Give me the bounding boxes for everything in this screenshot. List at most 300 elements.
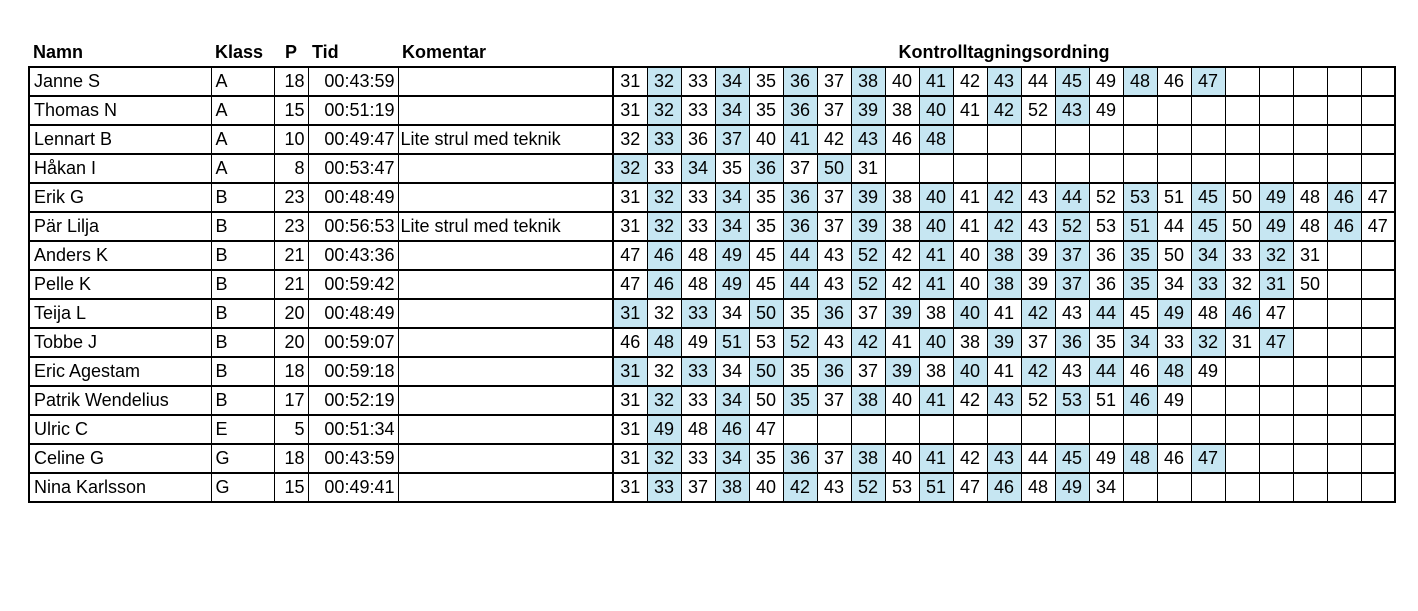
- runner-time: 00:49:47: [308, 125, 398, 154]
- empty-control-cell: [1361, 67, 1395, 96]
- control-cell: 50: [749, 357, 783, 386]
- control-cell: 33: [647, 125, 681, 154]
- runner-time: 00:59:18: [308, 357, 398, 386]
- control-cell: 40: [919, 328, 953, 357]
- control-cell: 40: [919, 212, 953, 241]
- table-row: [29, 212, 1395, 241]
- control-cell: 46: [613, 328, 647, 357]
- empty-control-cell: [1327, 270, 1361, 299]
- runner-name: Thomas N: [29, 96, 211, 125]
- empty-control-cell: [1361, 415, 1395, 444]
- control-cell: 32: [647, 357, 681, 386]
- control-cell: 32: [647, 67, 681, 96]
- control-cell: 53: [1089, 212, 1123, 241]
- spacer-cell: [594, 154, 613, 183]
- runner-points: 18: [274, 357, 308, 386]
- control-cell: 48: [1293, 183, 1327, 212]
- control-cell: 52: [851, 473, 885, 502]
- control-cell: 44: [1089, 357, 1123, 386]
- runner-class: B: [211, 299, 274, 328]
- control-cell: 52: [851, 270, 885, 299]
- control-cell: 34: [715, 386, 749, 415]
- control-cell: 43: [987, 386, 1021, 415]
- control-cell: 40: [749, 125, 783, 154]
- runner-comment: [398, 96, 594, 125]
- table-row: [29, 328, 1395, 357]
- runner-time: 00:51:34: [308, 415, 398, 444]
- control-cell: 42: [953, 67, 987, 96]
- runner-time: 00:59:42: [308, 270, 398, 299]
- control-cell: 50: [1293, 270, 1327, 299]
- control-cell: 41: [987, 299, 1021, 328]
- runner-points: 23: [274, 183, 308, 212]
- runner-comment: Lite strul med teknik: [400, 216, 561, 236]
- empty-control-cell: [1191, 415, 1225, 444]
- runner-class: B: [211, 270, 274, 299]
- header-gap: [594, 38, 613, 67]
- control-cell: 36: [783, 444, 817, 473]
- control-cell: 46: [885, 125, 919, 154]
- spacer-cell: [594, 212, 613, 241]
- control-cell: 42: [987, 212, 1021, 241]
- control-cell: 31: [613, 415, 647, 444]
- control-cell: 35: [783, 386, 817, 415]
- control-cell: 48: [1191, 299, 1225, 328]
- control-cell: 38: [715, 473, 749, 502]
- control-cell: 40: [885, 444, 919, 473]
- control-cell: 49: [1089, 96, 1123, 125]
- control-cell: 40: [885, 67, 919, 96]
- control-cell: 46: [1157, 67, 1191, 96]
- spacer-cell: [594, 270, 613, 299]
- table-row: [29, 415, 1395, 444]
- header-points: P: [284, 41, 297, 62]
- spacer-cell: [594, 96, 613, 125]
- control-cell: 40: [919, 96, 953, 125]
- empty-control-cell: [1123, 154, 1157, 183]
- control-cell: 49: [1191, 357, 1225, 386]
- control-cell: 31: [613, 473, 647, 502]
- control-cell: 40: [885, 386, 919, 415]
- runner-comment: [398, 154, 594, 183]
- spacer-cell: [594, 386, 613, 415]
- empty-control-cell: [1225, 125, 1259, 154]
- control-cell: 48: [681, 241, 715, 270]
- spacer-cell: [594, 444, 613, 473]
- empty-control-cell: [1157, 125, 1191, 154]
- control-cell: 50: [749, 386, 783, 415]
- empty-control-cell: [1259, 125, 1293, 154]
- control-cell: 53: [749, 328, 783, 357]
- runner-class: G: [211, 444, 274, 473]
- empty-control-cell: [1191, 125, 1225, 154]
- control-cell: 49: [1157, 299, 1191, 328]
- control-cell: 48: [1123, 444, 1157, 473]
- control-cell: 35: [783, 299, 817, 328]
- control-cell: 37: [817, 444, 851, 473]
- control-cell: 37: [715, 125, 749, 154]
- control-cell: 36: [1055, 328, 1089, 357]
- control-cell: 34: [715, 67, 749, 96]
- runner-comment: [398, 473, 594, 502]
- runner-class: B: [211, 212, 274, 241]
- runner-name: Lennart B: [29, 125, 211, 154]
- runner-class: B: [211, 386, 274, 415]
- control-cell: 42: [987, 183, 1021, 212]
- control-cell: 50: [1157, 241, 1191, 270]
- empty-control-cell: [1361, 444, 1395, 473]
- control-cell: 42: [817, 125, 851, 154]
- table-row: [29, 67, 1395, 96]
- runner-comment: [398, 386, 594, 415]
- control-cell: 46: [1327, 183, 1361, 212]
- control-cell: 44: [1089, 299, 1123, 328]
- control-cell: 41: [987, 357, 1021, 386]
- control-cell: 47: [1259, 299, 1293, 328]
- header-klass: Klass: [215, 41, 264, 62]
- control-cell: 37: [817, 386, 851, 415]
- spacer-cell: [594, 241, 613, 270]
- control-cell: 48: [1123, 67, 1157, 96]
- control-cell: 39: [851, 212, 885, 241]
- control-cell: 43: [1021, 183, 1055, 212]
- control-cell: 35: [715, 154, 749, 183]
- control-cell: 49: [1089, 444, 1123, 473]
- control-cell: 50: [749, 299, 783, 328]
- control-cell: 51: [715, 328, 749, 357]
- control-cell: 47: [1191, 67, 1225, 96]
- control-cell: 39: [885, 357, 919, 386]
- control-cell: 52: [1055, 212, 1089, 241]
- empty-control-cell: [1293, 444, 1327, 473]
- control-cell: 33: [1191, 270, 1225, 299]
- runner-points: 20: [274, 328, 308, 357]
- control-cell: 37: [817, 67, 851, 96]
- control-cell: 47: [1361, 183, 1395, 212]
- runner-comment: [398, 299, 594, 328]
- control-cell: 33: [1157, 328, 1191, 357]
- control-cell: 39: [851, 183, 885, 212]
- control-cell: 37: [851, 299, 885, 328]
- control-cell: 44: [1055, 183, 1089, 212]
- table-row: [29, 125, 1395, 154]
- empty-control-cell: [1021, 154, 1055, 183]
- control-cell: 38: [919, 357, 953, 386]
- runner-name: Celine G: [29, 444, 211, 473]
- control-cell: 50: [1225, 183, 1259, 212]
- control-cell: 45: [1191, 212, 1225, 241]
- control-cell: 31: [1259, 270, 1293, 299]
- control-cell: 31: [613, 212, 647, 241]
- runner-name: Janne S: [29, 67, 211, 96]
- control-cell: 32: [647, 183, 681, 212]
- control-cell: 41: [953, 183, 987, 212]
- runner-points: 8: [274, 154, 308, 183]
- runner-time: 00:59:07: [308, 328, 398, 357]
- control-cell: 36: [681, 125, 715, 154]
- runner-name: Eric Agestam: [29, 357, 211, 386]
- control-cell: 51: [919, 473, 953, 502]
- control-cell: 39: [1021, 270, 1055, 299]
- control-cell: 33: [647, 154, 681, 183]
- control-cell: 34: [1089, 473, 1123, 502]
- empty-control-cell: [1191, 154, 1225, 183]
- spacer-cell: [594, 357, 613, 386]
- empty-control-cell: [1361, 125, 1395, 154]
- control-cell: 43: [817, 241, 851, 270]
- runner-name: Ulric C: [29, 415, 211, 444]
- runner-time: 00:43:59: [308, 444, 398, 473]
- empty-control-cell: [1327, 386, 1361, 415]
- runner-name: Teija L: [29, 299, 211, 328]
- control-cell: 35: [749, 183, 783, 212]
- control-cell: 49: [1157, 386, 1191, 415]
- control-cell: 49: [715, 270, 749, 299]
- control-cell: 36: [783, 183, 817, 212]
- control-cell: 38: [851, 67, 885, 96]
- control-cell: 37: [783, 154, 817, 183]
- control-cell: 42: [885, 241, 919, 270]
- control-cell: 42: [987, 96, 1021, 125]
- control-cell: 31: [851, 154, 885, 183]
- control-cell: 42: [953, 386, 987, 415]
- control-cell: 49: [681, 328, 715, 357]
- control-cell: 45: [1055, 444, 1089, 473]
- runner-class: A: [211, 125, 274, 154]
- runner-time: 00:48:49: [308, 183, 398, 212]
- control-cell: 42: [1021, 299, 1055, 328]
- empty-control-cell: [1021, 125, 1055, 154]
- control-cell: 53: [1055, 386, 1089, 415]
- runner-comment: [398, 415, 594, 444]
- runner-time: 00:49:41: [308, 473, 398, 502]
- control-cell: 35: [749, 96, 783, 125]
- runner-comment: [398, 357, 594, 386]
- control-cell: 52: [783, 328, 817, 357]
- control-cell: 46: [1327, 212, 1361, 241]
- runner-class: B: [211, 241, 274, 270]
- empty-control-cell: [1123, 96, 1157, 125]
- empty-control-cell: [1259, 154, 1293, 183]
- empty-control-cell: [1327, 357, 1361, 386]
- empty-control-cell: [1293, 299, 1327, 328]
- control-cell: 48: [1293, 212, 1327, 241]
- empty-control-cell: [987, 154, 1021, 183]
- table-row: [29, 357, 1395, 386]
- empty-control-cell: [1361, 357, 1395, 386]
- empty-control-cell: [1157, 96, 1191, 125]
- control-cell: 34: [715, 96, 749, 125]
- control-cell: 32: [1225, 270, 1259, 299]
- runner-time: 00:43:36: [308, 241, 398, 270]
- control-cell: 38: [987, 270, 1021, 299]
- empty-control-cell: [1123, 415, 1157, 444]
- control-cell: 44: [1021, 67, 1055, 96]
- control-cell: 34: [715, 444, 749, 473]
- runner-class: B: [211, 357, 274, 386]
- empty-control-cell: [919, 415, 953, 444]
- control-cell: 31: [1293, 241, 1327, 270]
- control-cell: 36: [817, 357, 851, 386]
- control-cell: 48: [1021, 473, 1055, 502]
- control-cell: 36: [783, 212, 817, 241]
- runner-name: Anders K: [29, 241, 211, 270]
- control-cell: 48: [647, 328, 681, 357]
- control-cell: 43: [1021, 212, 1055, 241]
- control-cell: 37: [1055, 241, 1089, 270]
- control-cell: 49: [1089, 67, 1123, 96]
- control-cell: 34: [715, 357, 749, 386]
- spacer-cell: [594, 125, 613, 154]
- empty-control-cell: [1157, 415, 1191, 444]
- control-cell: 33: [1225, 241, 1259, 270]
- empty-control-cell: [1293, 96, 1327, 125]
- empty-control-cell: [1361, 241, 1395, 270]
- empty-control-cell: [1293, 125, 1327, 154]
- control-cell: 31: [613, 299, 647, 328]
- control-cell: 32: [647, 386, 681, 415]
- control-cell: 47: [1191, 444, 1225, 473]
- control-cell: 37: [817, 212, 851, 241]
- empty-control-cell: [1089, 125, 1123, 154]
- empty-control-cell: [1327, 154, 1361, 183]
- control-cell: 43: [1055, 96, 1089, 125]
- empty-control-cell: [1293, 328, 1327, 357]
- control-cell: 34: [715, 212, 749, 241]
- runner-points: 21: [274, 241, 308, 270]
- empty-control-cell: [1293, 386, 1327, 415]
- control-cell: 45: [749, 241, 783, 270]
- table-row: [29, 299, 1395, 328]
- empty-control-cell: [1361, 386, 1395, 415]
- empty-control-cell: [1361, 473, 1395, 502]
- runner-comment: Lite strul med teknik: [400, 129, 561, 149]
- control-cell: 49: [647, 415, 681, 444]
- control-cell: 47: [749, 415, 783, 444]
- control-cell: 33: [681, 386, 715, 415]
- empty-control-cell: [1361, 328, 1395, 357]
- empty-control-cell: [1259, 357, 1293, 386]
- empty-control-cell: [1225, 357, 1259, 386]
- control-cell: 35: [1123, 270, 1157, 299]
- runner-points: 5: [274, 415, 308, 444]
- empty-control-cell: [817, 415, 851, 444]
- control-cell: 32: [613, 154, 647, 183]
- control-cell: 33: [681, 212, 715, 241]
- control-cell: 32: [647, 212, 681, 241]
- control-cell: 31: [613, 67, 647, 96]
- empty-control-cell: [1225, 96, 1259, 125]
- control-cell: 38: [885, 212, 919, 241]
- runner-comment: [398, 444, 594, 473]
- empty-control-cell: [1055, 125, 1089, 154]
- control-cell: 36: [783, 96, 817, 125]
- empty-control-cell: [1089, 415, 1123, 444]
- runner-class: A: [211, 67, 274, 96]
- control-cell: 51: [1157, 183, 1191, 212]
- control-cell: 43: [1055, 357, 1089, 386]
- runner-points: 18: [274, 67, 308, 96]
- control-cell: 43: [1055, 299, 1089, 328]
- control-cell: 34: [681, 154, 715, 183]
- empty-control-cell: [851, 415, 885, 444]
- empty-control-cell: [1327, 241, 1361, 270]
- control-cell: 41: [919, 444, 953, 473]
- control-cell: 43: [817, 328, 851, 357]
- control-cell: 49: [1259, 183, 1293, 212]
- empty-control-cell: [1259, 415, 1293, 444]
- control-cell: 43: [987, 444, 1021, 473]
- control-cell: 52: [1021, 96, 1055, 125]
- empty-control-cell: [1327, 444, 1361, 473]
- control-cell: 41: [783, 125, 817, 154]
- runner-points: 15: [274, 473, 308, 502]
- runner-time: 00:53:47: [308, 154, 398, 183]
- empty-control-cell: [1361, 299, 1395, 328]
- control-cell: 36: [1089, 241, 1123, 270]
- control-cell: 52: [1021, 386, 1055, 415]
- control-cell: 31: [1225, 328, 1259, 357]
- control-cell: 37: [817, 96, 851, 125]
- empty-control-cell: [1055, 415, 1089, 444]
- control-cell: 46: [647, 241, 681, 270]
- control-cell: 38: [919, 299, 953, 328]
- empty-control-cell: [1327, 328, 1361, 357]
- empty-control-cell: [1293, 473, 1327, 502]
- control-cell: 42: [851, 328, 885, 357]
- control-cell: 42: [1021, 357, 1055, 386]
- spacer-cell: [594, 328, 613, 357]
- control-cell: 39: [987, 328, 1021, 357]
- control-cell: 34: [715, 183, 749, 212]
- control-cell: 36: [1089, 270, 1123, 299]
- empty-control-cell: [1157, 154, 1191, 183]
- control-cell: 40: [919, 183, 953, 212]
- control-cell: 31: [613, 357, 647, 386]
- control-cell: 36: [817, 299, 851, 328]
- control-cell: 36: [783, 67, 817, 96]
- control-cell: 33: [681, 96, 715, 125]
- control-cell: 46: [647, 270, 681, 299]
- empty-control-cell: [1021, 415, 1055, 444]
- runner-comment: [398, 270, 594, 299]
- empty-control-cell: [1327, 67, 1361, 96]
- empty-control-cell: [953, 125, 987, 154]
- empty-control-cell: [1327, 415, 1361, 444]
- runner-class: B: [211, 183, 274, 212]
- empty-control-cell: [987, 415, 1021, 444]
- empty-control-cell: [919, 154, 953, 183]
- spacer-cell: [594, 299, 613, 328]
- control-cell: 34: [1191, 241, 1225, 270]
- control-cell: 47: [1259, 328, 1293, 357]
- control-cell: 40: [953, 357, 987, 386]
- control-cell: 38: [851, 444, 885, 473]
- runner-name: Pär Lilja: [29, 212, 211, 241]
- runner-class: A: [211, 154, 274, 183]
- table-row: [29, 241, 1395, 270]
- control-cell: 43: [817, 473, 851, 502]
- control-cell: 44: [783, 270, 817, 299]
- control-cell: 32: [647, 299, 681, 328]
- empty-control-cell: [953, 415, 987, 444]
- spacer-cell: [594, 183, 613, 212]
- runner-points: 21: [274, 270, 308, 299]
- control-cell: 43: [817, 270, 851, 299]
- control-cell: 52: [851, 241, 885, 270]
- control-cell: 44: [1157, 212, 1191, 241]
- control-cell: 51: [1089, 386, 1123, 415]
